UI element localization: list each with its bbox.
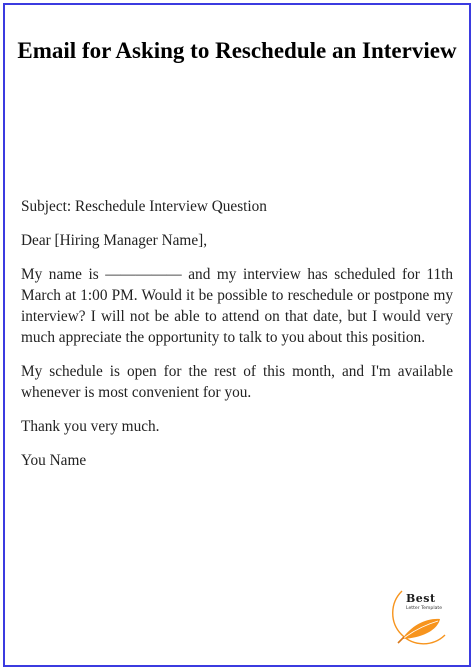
paragraph-intro: My name is ————— and my interview has scheduled for 11th March at 1:00 PM. Would it be possible to reschedule or postpone my interview? I will not be able to attend on that date, but I would very much appreciate the opportunity to talk to you about this position. <box>21 266 453 346</box>
salutation: Dear [Hiring Manager Name], <box>21 232 208 249</box>
signature: You Name <box>21 452 87 469</box>
subject-line: Subject: Reschedule Interview Question <box>21 198 267 215</box>
logo-tagline: Letter Template <box>406 606 443 611</box>
closing-line: Thank you very much. <box>21 418 160 435</box>
document-title: Email for Asking to Reschedule an Interview <box>17 38 457 63</box>
paragraph-availability: My schedule is open for the rest of this month, and I'm available whenever is most convenient for you. <box>21 363 453 401</box>
letter-body <box>21 196 453 484</box>
logo-brand-text: Best <box>406 592 436 605</box>
brand-logo <box>388 585 454 647</box>
